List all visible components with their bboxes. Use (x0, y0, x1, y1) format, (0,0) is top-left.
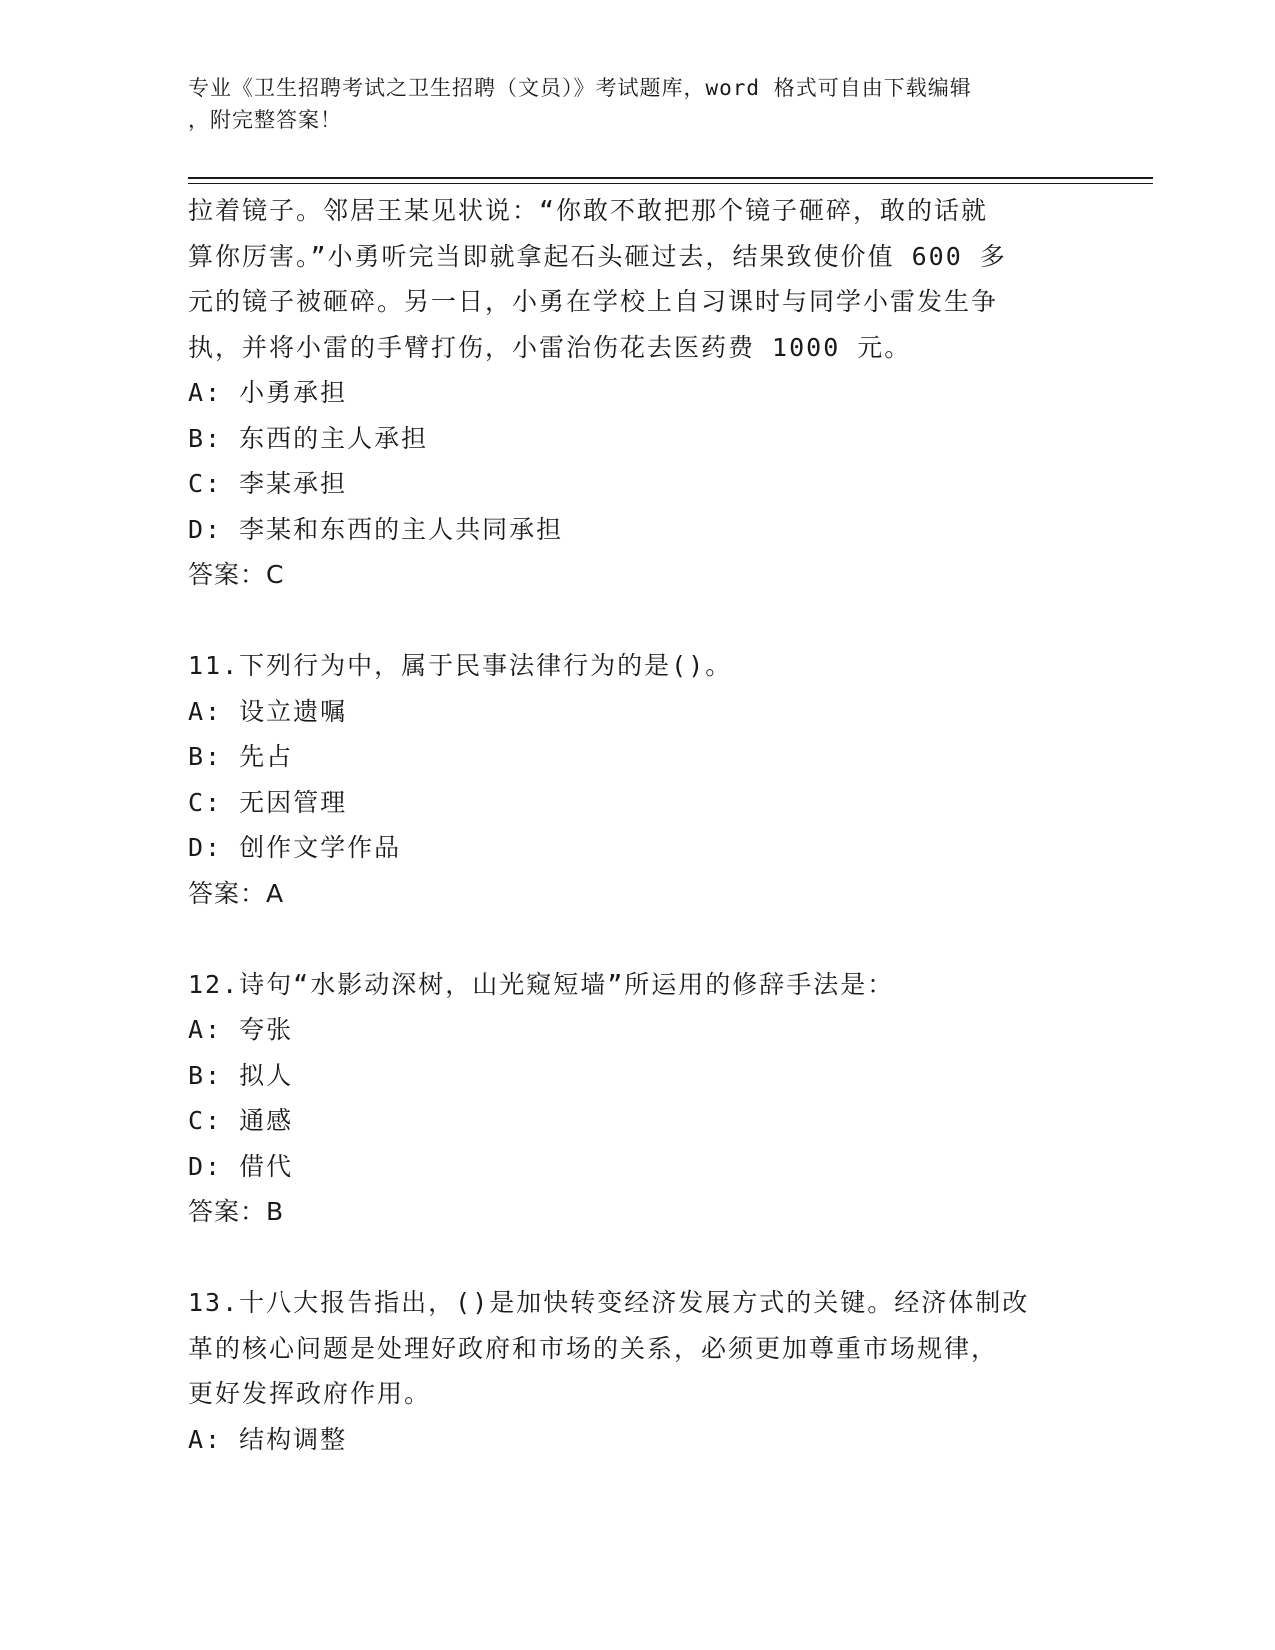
question-10-text-line-2: 算你厉害。”小勇听完当即就拿起石头砸过去，结果致使价值 600 多 (188, 241, 1007, 271)
question-11-option-c: C: 无因管理 (188, 787, 348, 817)
document-header (188, 72, 1088, 136)
question-11-option-d: D: 创作文学作品 (188, 833, 402, 862)
question-12-option-d: D: 借代 (188, 1151, 294, 1181)
question-spacer (188, 598, 1088, 644)
question-13 (188, 1280, 1088, 1462)
question-13-text-line-3: 更好发挥政府作用。 (188, 1379, 432, 1408)
question-10-answer: 答案：C (188, 560, 285, 589)
question-13-text-line-1: 13.十八大报告指出，()是加快转变经济发展方式的关键。经济体制改 (188, 1288, 1030, 1317)
header-divider-thick (188, 177, 1153, 179)
question-11-option-b: B: 先占 (188, 742, 294, 771)
question-10 (188, 188, 1088, 598)
question-13-text-line-2: 革的核心问题是处理好政府和市场的关系，必须更加尊重市场规律， (188, 1333, 999, 1363)
question-12 (188, 962, 1088, 1235)
document-body (188, 188, 1088, 1462)
question-11 (188, 643, 1088, 916)
question-12-option-b: B: 拟人 (188, 1060, 294, 1090)
question-12-answer: 答案：B (188, 1197, 285, 1226)
header-divider-thin (188, 183, 1153, 184)
question-12-option-a: A: 夸张 (188, 1015, 294, 1044)
question-10-text-line-4: 执，并将小雷的手臂打伤，小雷治伤花去医药费 1000 元。 (188, 332, 912, 362)
question-11-answer: 答案：A (188, 878, 285, 908)
header-line-2: ，附完整答案！ (188, 108, 342, 132)
question-spacer (188, 916, 1088, 962)
question-10-text-line-3: 元的镜子被砸碎。另一日，小勇在学校上自习课时与同学小雷发生争 (188, 287, 999, 316)
question-11-text-line-1: 11.下列行为中，属于民事法律行为的是()。 (188, 651, 733, 680)
question-12-text-line-1: 12.诗句“水影动深树，山光窥短墙”所运用的修辞手法是： (188, 969, 895, 999)
question-11-option-a: A: 设立遗嘱 (188, 696, 348, 726)
question-10-option-a: A: 小勇承担 (188, 378, 348, 407)
question-10-option-b: B: 东西的主人承担 (188, 423, 429, 453)
question-12-option-c: C: 通感 (188, 1106, 294, 1135)
question-10-text-line-1: 拉着镜子。邻居王某见状说：“你敢不敢把那个镜子砸碎，敢的话就 (188, 196, 989, 225)
question-13-option-a: A: 结构调整 (188, 1424, 348, 1454)
question-10-option-d: D: 李某和东西的主人共同承担 (188, 514, 564, 544)
question-spacer (188, 1235, 1088, 1281)
header-line-1: 专业《卫生招聘考试之卫生招聘（文员）》考试题库，word 格式可自由下载编辑 (188, 76, 972, 100)
question-10-option-c: C: 李某承担 (188, 469, 348, 498)
